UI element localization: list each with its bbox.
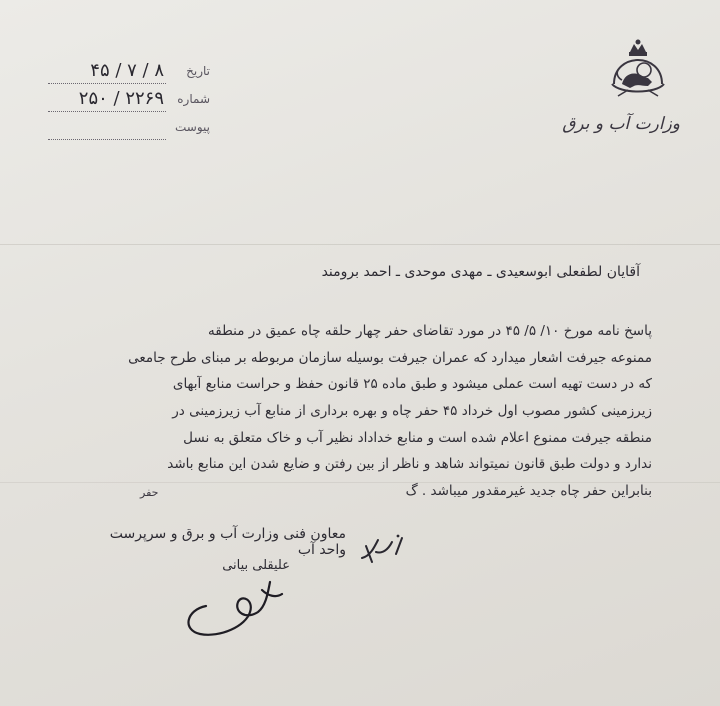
addressee-line: آقایان لطفعلی ابوسعیدی ـ مهدی موحدی ـ احمد برومند — [321, 264, 640, 280]
number-value: ۲۲۶۹ / ۲۵۰ — [78, 88, 164, 109]
number-label: شماره — [177, 92, 210, 106]
body-line: زیرزمینی کشور مصوب اول خرداد ۴۵ حفر چاه و بهره برداری از منابع آب زیرزمینی در — [172, 403, 652, 420]
handwritten-signature — [176, 572, 286, 638]
paper-fold — [0, 244, 720, 245]
date-underline — [48, 83, 166, 84]
body-line: بنابراین حفر چاه جدید غیرمقدور میباشد . گ — [405, 483, 652, 500]
body-line: پاسخ نامه مورخ ۱۰/ ۵/ ۴۵ در مورد تقاضای حفر چهار حلقه چاه عمیق در منطقه — [208, 323, 652, 339]
date-field — [30, 62, 210, 86]
attachment-field — [30, 118, 210, 142]
ministry-name: وزارت آب و برق — [562, 114, 680, 134]
number-underline — [48, 111, 166, 112]
body-line: ندارد و دولت طبق قانون نمیتواند شاهد و ناظر از بین رفتن و ضایع شدن این منابع باشد — [167, 456, 652, 473]
date-value: ۸ / ۷ / ۴۵ — [90, 60, 164, 81]
attachment-underline — [48, 139, 166, 140]
inserted-word-note: حفر — [140, 486, 159, 499]
date-label: تاریخ — [186, 64, 210, 78]
body-line: منطقه جیرفت ممنوع اعلام شده است و منابع خداداد نظیر آب و خاک متعلق به نسل — [183, 429, 652, 446]
body-line: که در دست تهیه است عملی میشود و طبق ماده ۲۵ قانون حفظ و حراست منابع آبهای — [172, 376, 652, 393]
handwritten-initials — [352, 532, 412, 566]
lion-and-sun-emblem-icon — [608, 38, 668, 110]
attachment-label: پیوست — [175, 120, 210, 134]
signatory-name: علیقلی بیانی — [222, 558, 290, 573]
signatory-title: معاون فنی وزارت آب و برق و سرپرست واحد آب — [109, 526, 346, 558]
number-field — [30, 90, 210, 114]
letter-body — [60, 318, 652, 505]
body-line: ممنوعه جیرفت اشعار میدارد که عمران جیرفت بوسیله سازمان مربوطه بر مبنای طرح جامعی — [128, 349, 652, 366]
